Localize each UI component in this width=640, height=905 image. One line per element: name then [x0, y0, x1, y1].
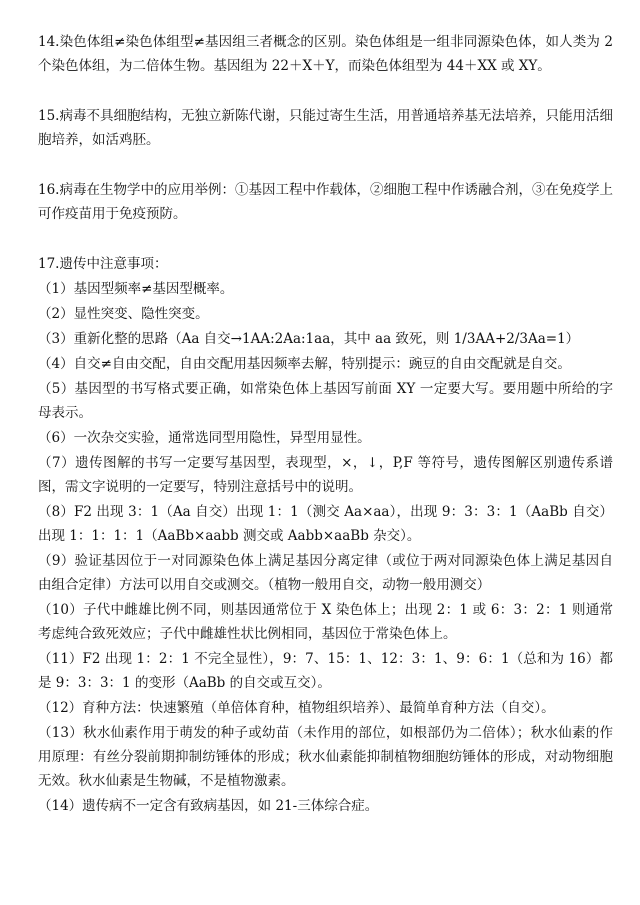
list-item: （10）子代中雌雄比例不同，则基因通常位于 X 染色体上；出现 2：1 或 6：3：2：1 则通常考虑纯合致死效应；子代中雌雄性状比例相同，基因位于常染色体上。 — [38, 602, 613, 642]
paragraph-14: 14.染色体组≠染色体组型≠基因组三者概念的区别。染色体组是一组非同源染色体，如人类为 2 个染色体组，为二倍体生物。基因组为 22＋X＋Y，而染色体组型为 44＋XX 或 XY。 — [38, 34, 613, 74]
list-item: （14）遗传病不一定含有致病基因，如 21-三体综合症。 — [38, 798, 379, 814]
list-item: （8）F2 出现 3：1（Aa 自交）出现 1：1（测交 Aa×aa），出现 9：3：3：1（AaBb 自交）出现 1：1：1：1（AaBb×aabb 测交或 Aabb×aaBb 杂交）。 — [38, 504, 613, 544]
list-item: （1）基因型频率≠基因型概率。 — [38, 281, 234, 297]
paragraph-16: 16.病毒在生物学中的应用举例：①基因工程中作载体，②细胞工程中作诱融合剂，③在免疫学上可作疫苗用于免疫预防。 — [38, 182, 613, 222]
list-item: （2）显性突变、隐性突变。 — [38, 306, 209, 322]
list-item: （4）自交≠自由交配，自由交配用基因频率去解，特别提示：豌豆的自由交配就是自交。 — [38, 356, 571, 372]
list-item: （9）验证基因位于一对同源染色体上满足基因分离定律（或位于两对同源染色体上满足基因自由组合定律）方法可以用自交或测交。（植物一般用自交，动物一般用测交） — [38, 553, 613, 593]
list-item: （5）基因型的书写格式要正确，如常染色体上基因写前面 XY 一定要大写。要用题中所给的字母表示。 — [38, 381, 613, 421]
paragraph-15: 15.病毒不具细胞结构，无独立新陈代谢，只能过寄生生活，用普通培养基无法培养，只能用活细胞培养，如活鸡胚。 — [38, 108, 613, 148]
list-item: （3）重新化整的思路（Aa 自交→1AA:2Aa:1aa，其中 aa 致死，则 1/3AA+2/3Aa=1） — [38, 331, 580, 347]
list-item: （12）育种方法：快速繁殖（单倍体育种，植物组织培养）、最简单育种方法（自交）。 — [38, 700, 555, 716]
list-item: （6）一次杂交实验，通常选同型用隐性，异型用显性。 — [38, 430, 371, 446]
list-item: （7）遗传图解的书写一定要写基因型，表现型，×，↓，P,F 等符号，遗传图解区别遗传系谱图，需文字说明的一定要写，特别注意括号中的说明。 — [38, 455, 613, 495]
list-item: （13）秋水仙素作用于萌发的种子或幼苗（未作用的部位，如根部仍为二倍体）；秋水仙素的作用原理：有丝分裂前期抑制纺锤体的形成；秋水仙素能抑制植物细胞纺锤体的形成，对动物细胞无效。秋水仙素是生物碱，不是植物激素。 — [38, 725, 613, 789]
paragraph-17-title: 17.遗传中注意事项： — [38, 256, 168, 272]
list-item: （11）F2 出现 1：2：1 不完全显性），9：7、15：1、12：3：1、9：6：1（总和为 16）都是 9：3：3：1 的变形（AaBb 的自交或互交）。 — [38, 651, 613, 691]
document-page — [38, 30, 613, 818]
